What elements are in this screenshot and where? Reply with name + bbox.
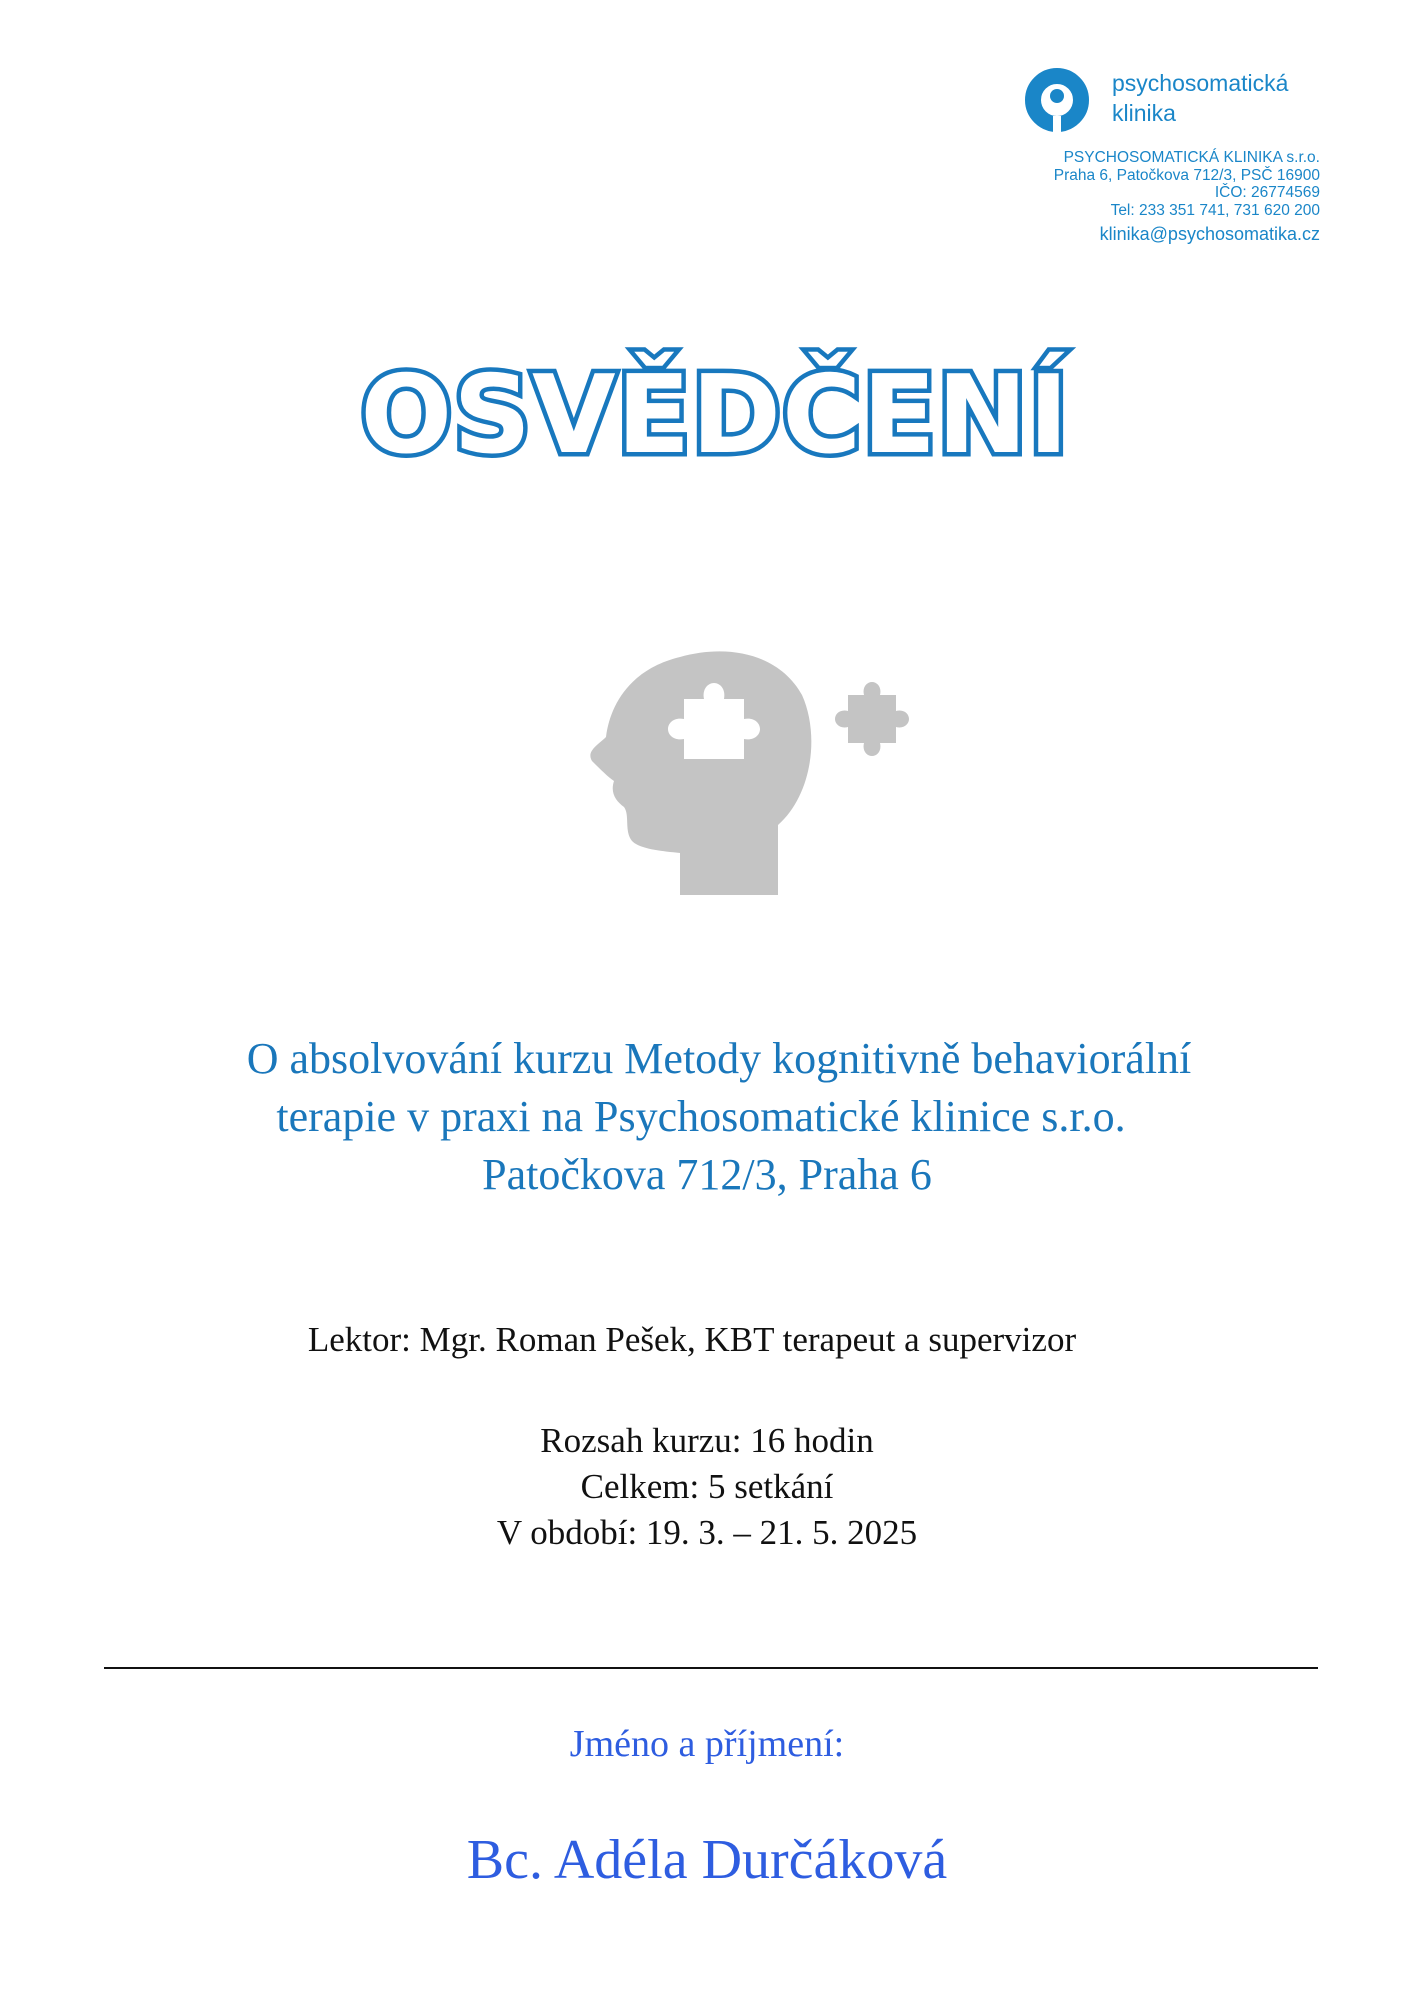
lector-text: Lektor: Mgr. Roman Pešek, KBT terapeut a supervizor [307, 1320, 1077, 1359]
recipient-label: Jméno a příjmení: [569, 1723, 845, 1765]
clinic-address [920, 149, 1320, 219]
company-name: PSYCHOSOMATICKÁ KLINIKA s.r.o. [1063, 149, 1320, 166]
logo-name [1112, 68, 1288, 128]
certificate-title [0, 340, 1414, 480]
course-description [100, 1030, 1314, 1204]
logo-name-line1: psychosomatická [1112, 70, 1289, 96]
clinic-logo-icon [1022, 66, 1092, 136]
head-puzzle-icon [580, 645, 910, 895]
head-silhouette [590, 651, 811, 895]
puzzle-piece [835, 682, 909, 756]
course-scope: Rozsah kurzu: 16 hodin [540, 1421, 874, 1460]
recipient-name: Bc. Adéla Durčáková [466, 1829, 948, 1891]
street-address: Praha 6, Patočkova 712/3, PSČ 16900 [1053, 166, 1320, 184]
course-line-1: O absolvování kurzu Metody kognitivně behaviorální [246, 1034, 1192, 1083]
course-sessions: Celkem: 5 setkání [580, 1467, 834, 1506]
signature-line [104, 1667, 1318, 1669]
logo-name-line2: klinika [1112, 100, 1176, 126]
company-id: IČO: 26774569 [1214, 184, 1320, 201]
course-line-3: Patočkova 712/3, Praha 6 [482, 1150, 932, 1199]
course-line-2: terapie v praxi na Psychosomatické klinice s.r.o. [276, 1092, 1126, 1141]
certificate-title-text: OSVĚDČENÍ [360, 353, 1070, 478]
lector-info [0, 1320, 1414, 1360]
course-details [0, 1418, 1414, 1556]
phone-numbers: Tel: 233 351 741, 731 620 200 [1110, 201, 1320, 219]
clinic-logo [1022, 64, 1322, 144]
course-period: V období: 19. 3. – 21. 5. 2025 [496, 1513, 918, 1552]
clinic-email: klinika@psychosomatika.cz [1099, 224, 1320, 244]
